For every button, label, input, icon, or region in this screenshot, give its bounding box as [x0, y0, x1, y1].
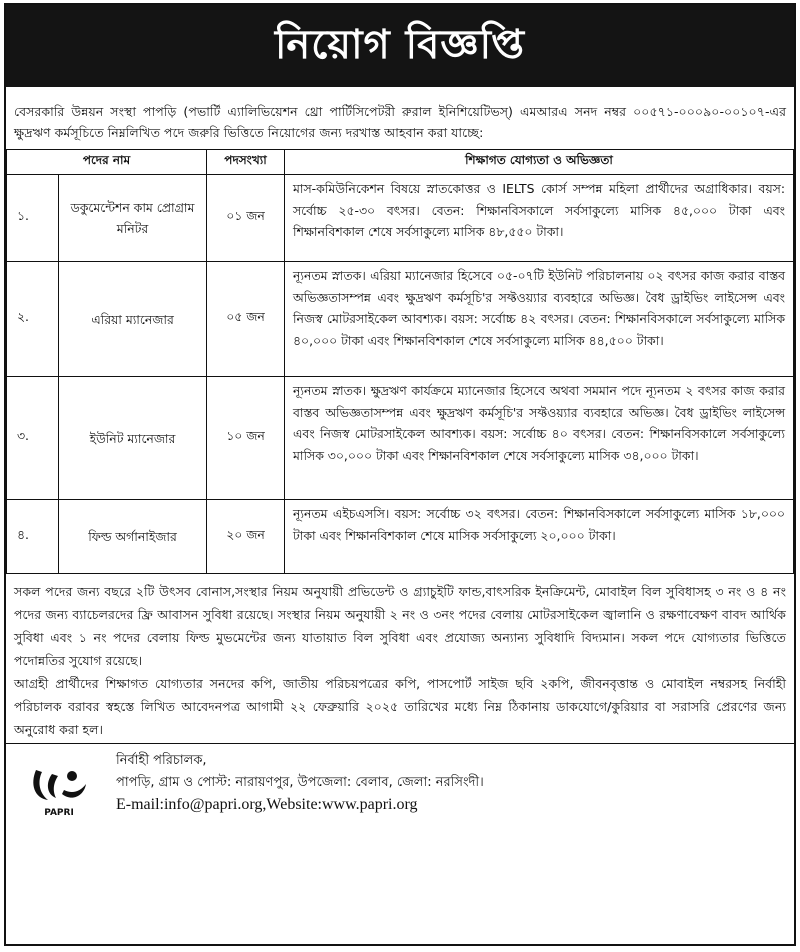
row-count: ২০ জন [207, 500, 285, 574]
header-requirements: শিক্ষাগত যোগ্যতা ও অভিজ্ঞতা [285, 150, 794, 175]
row-requirements: ন্যূনতম এইচএসসি। বয়স: সর্বোচ্চ ৩২ বৎসর। বেতন: শিক্ষানবিসকালে সর্বসাকুল্যে মাসিক ১৮,০০০ টাকা এবং শিক্ষানবিশকাল শেষে মাসিক সর্বসাকুল্যে ২০,০০০ টাকা। [285, 500, 794, 574]
row-serial: ১. [7, 175, 59, 262]
row-count: ০১ জন [207, 175, 285, 262]
benefits-paragraph: সকল পদের জন্য বছরে ২টি উৎসব বোনাস,সংস্থার নিয়ম অনুযায়ী প্রভিডেন্ট ও গ্র্যাচুইটি ফান্ড,বাৎসরিক ইনক্রিমেন্ট, মোবাইল বিল সুবিধাসহ ৩ নং ও ৪ নং পদের জন্য ব্যাচেলরদের ফ্রি আবাসন সুবিধা রয়েছে। সংস্থার নিয়ম অনুযায়ী ২ নং ও ৩নং পদের বেলায় মোটরসাইকেল জ্বালানি ও রক্ষণাবেক্ষণ বাবদ আর্থিক সুবিধা এবং ১ নং পদের বেলায় ফিল্ড মুভমেন্টের জন্য যাতায়াত বিল সুবিধা এবং প্রযোজ্য অন্যান্য সুবিধাদি বিদ্যমান। সকল পদে যোগ্যতার ভিত্তিতে পদোন্নতির সুযোগ রয়েছে। [14, 584, 786, 668]
job-circular [4, 3, 796, 946]
intro-paragraph: বেসরকারি উন্নয়ন সংস্থা পাপড়ি (পভার্টি এ্যালিভিয়েশন থ্রো পার্টিসিপেটরী রুরাল ইনিশিয়েটিভস্) এমআরএ সনদ নম্বর ০০৫৭১-০০০৯০-০০১০৭-এর ক্ষুদ্রঋণ কর্মসূচিতে নিম্নলিখিত পদে জরুরি ভিত্তিতে নিয়োগের জন্য দরখাস্ত আহবান করা যাচ্ছে: [14, 104, 786, 140]
papri-logo [14, 764, 104, 818]
row-requirements: ন্যূনতম স্নাতক। এরিয়া ম্যানেজার হিসেবে ০৫-০৭টি ইউনিট পরিচালনায় ০২ বৎসর কাজ করার বাস্তব অভিজ্ঞতাসম্পন্ন এবং ক্ষুদ্রঋণ কর্মসূচি'র সফ্টওয়্যার ব্যবহারে অভিজ্ঞ। বৈধ ড্রাইভিং লাইসেন্স এবং নিজস্ব মোটরসাইকেল আবশ্যক। বয়স: সর্বোচ্চ ৪২ বৎসর। বেতন: শিক্ষানবিসকালে সর্বসাকুল্যে মাসিক ৪০,০০০ টাকা এবং শিক্ষানবিশকাল শেষে সর্বসাকুল্যে মাসিক ৪৪,৫০০ টাকা। [285, 262, 794, 377]
header-post: পদের নাম [7, 150, 207, 175]
vacancy-table [6, 149, 794, 574]
table-row [7, 262, 794, 377]
email-website: E-mail:info@papri.org,Website:www.papri.org [116, 796, 418, 813]
table-row [7, 377, 794, 500]
papri-logo-icon [28, 764, 90, 806]
addressee: নির্বাহী পরিচালক, [116, 753, 207, 768]
row-count: ১০ জন [207, 377, 285, 500]
table-header-row [7, 150, 794, 175]
row-post: এরিয়া ম্যানেজার [59, 262, 207, 377]
row-count: ০৫ জন [207, 262, 285, 377]
header-count: পদসংখ্যা [207, 150, 285, 175]
application-paragraph: আগ্রহী প্রার্থীদের শিক্ষাগত যোগ্যতার সনদের কপি, জাতীয় পরিচয়পত্রের কপি, পাসপোর্ট সাইজ ছবি ২কপি, জীবনবৃত্তান্ত ও মোবাইল নম্বরসহ নির্বাহী পরিচালক বরাবর স্বহস্তে লিখিত আবেদনপত্র আগামী ২২ ফেব্রুয়ারি ২০২৫ তারিখের মধ্যে নিম্ন ঠিকানায় ডাকযোগে/কুরিয়ার বা সরাসরি প্রেরণের জন্য অনুরোধ করা হল। [14, 676, 786, 737]
row-serial: ৩. [7, 377, 59, 500]
page-title: নিয়োগ বিজ্ঞপ্তি [274, 21, 525, 68]
banner [6, 5, 794, 87]
row-requirements: ন্যূনতম স্নাতক। ক্ষুদ্রঋণ কার্যক্রমে ম্যানেজার হিসেবে অথবা সমমান পদে ন্যূনতম ২ বৎসর কাজ করার বাস্তব অভিজ্ঞতাসম্পন্ন এবং ক্ষুদ্রঋণ কর্মসূচি'র সফ্টওয়্যার ব্যবহারে অভিজ্ঞ। বৈধ ড্রাইভিং লাইসেন্স এবং নিজস্ব মোটরসাইকেল আবশ্যক। বয়স: সর্বোচ্চ ৪০ বৎসর। বেতন: শিক্ষানবিসকালে সর্বসাকুল্যে মাসিক ৩০,০০০ টাকা এবং শিক্ষানবিশকাল শেষে সর্বসাকুল্যে মাসিক ৩৪,০০০ টাকা। [285, 377, 794, 500]
row-post: ফিল্ড অর্গানাইজার [59, 500, 207, 574]
row-serial: ২. [7, 262, 59, 377]
row-post: ডকুমেন্টেশন কাম প্রোগ্রাম মনিটর [59, 175, 207, 262]
logo-text: PAPRI [44, 808, 74, 818]
table-row [7, 175, 794, 262]
row-serial: ৪. [7, 500, 59, 574]
row-post: ইউনিট ম্যানেজার [59, 377, 207, 500]
footer [6, 744, 794, 839]
contact-block [116, 750, 484, 816]
address: পাপড়ি, গ্রাম ও পোস্ট: নারায়ণপুর, উপজেলা: বেলাব, জেলা: নরসিংদী। [116, 775, 484, 790]
row-requirements: মাস-কমিউনিকেশন বিষয়ে স্নাতকোত্তর ও IELTS কোর্স সম্পন্ন মহিলা প্রার্থীদের অগ্রাধিকার। বয়স: সর্বোচ্চ ২৫-৩০ বৎসর। বেতন: শিক্ষানবিসকালে সর্বসাকুল্যে মাসিক ৪৫,০০০ টাকা এবং শিক্ষানবিশকাল শেষে সর্বসাকুল্যে মাসিক ৪৮,৫৫০ টাকা। [285, 175, 794, 262]
benefits-section [6, 574, 794, 744]
table-row [7, 500, 794, 574]
